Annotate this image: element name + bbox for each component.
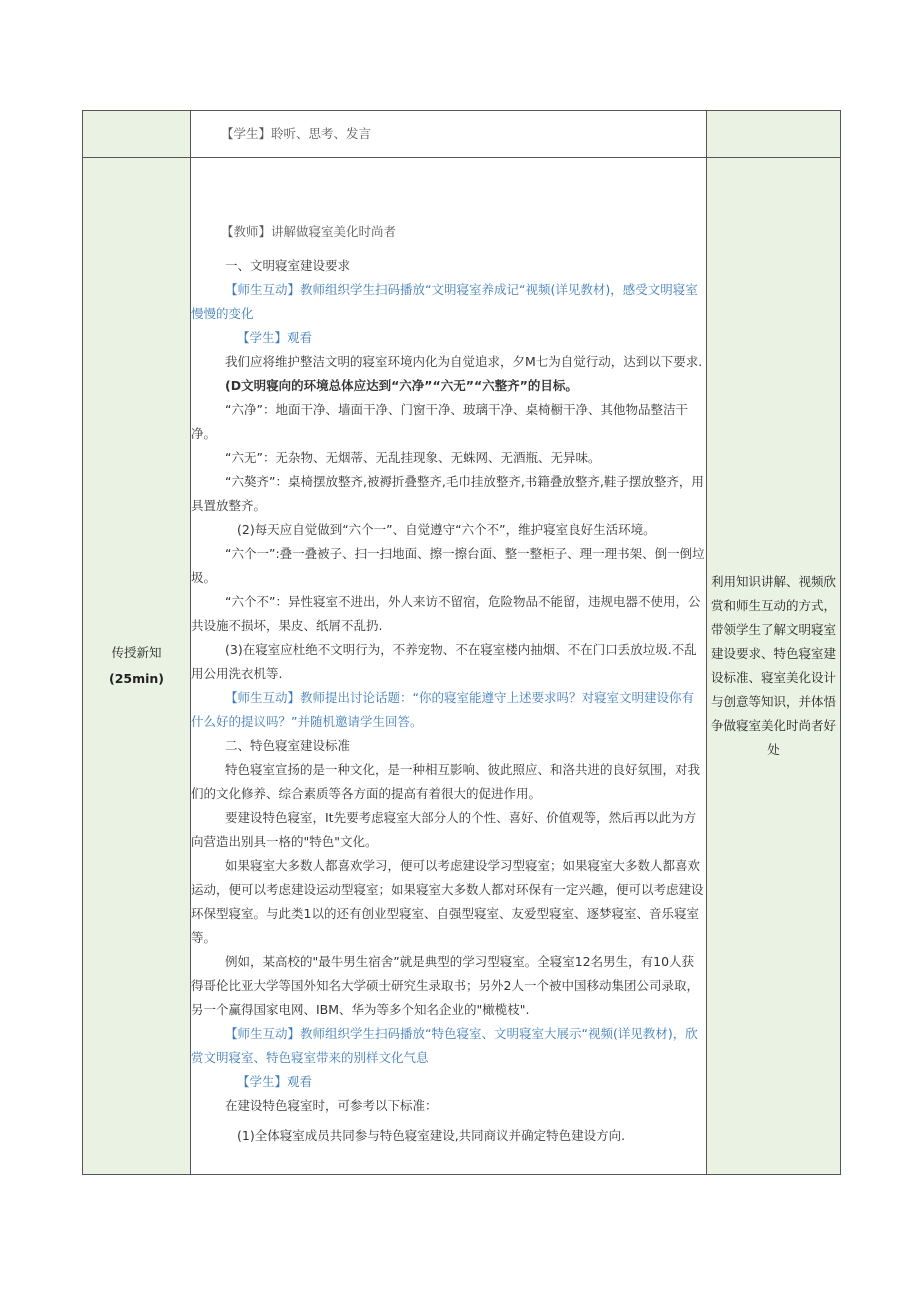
lesson-content [191, 158, 706, 1148]
paragraph: “六獒齐”：桌椅摆放整齐,被褥折叠整齐,毛巾挂放整齐,书籍叠放整齐,鞋子摆放整齐，用具置放整齐。 [191, 474, 704, 513]
list-item: (1)全体寝室成员共同参与特色寝室建设,共同商议并确定特色建设方向. [237, 1128, 626, 1143]
purpose-cell-empty [707, 111, 841, 158]
purpose-cell [707, 158, 841, 1175]
paragraph: 要建设特色寝室，It先要考虑寝室大部分人的个性、喜好、价值观等，然后再以此为方向营造出别具一格的"特色"文化。 [191, 810, 697, 849]
student-watch: 【学生】观看 [237, 1074, 313, 1089]
paragraph: 在建设特色寝室时，可参考以下标准： [225, 1098, 438, 1113]
paragraph: “六净”：地面干净、墙面干净、门窗干净、玻璃干净、桌椅橱干净、其他物品整洁干净。 [191, 402, 688, 441]
paragraph: “六个不”：异性寝室不进出，外人来访不留宿，危险物品不能留，违规电器不使用，公共设施不损坏，果皮、纸屑不乱扔. [191, 594, 701, 633]
paragraph: “六个一”:叠一叠被子、扫一扫地面、擦一擦台面、整一整柜子、理一理书架、倒一倒垃圾。 [191, 546, 705, 585]
stage-duration: (25min) [108, 671, 165, 686]
paragraph: “六无”：无杂物、无烟蒂、无乱挂现象、无蛛网、无酒瓶、无异味。 [225, 450, 601, 465]
list-item: (D文明寝向的环境总体应达到“六净”“六无”“六整齐”的目标。 [225, 378, 578, 393]
section-title: 二、特色寝室建设标准 [225, 738, 351, 753]
student-activity-text: 【学生】聆听、思考、发言 [221, 126, 372, 141]
section-title: 一、文明寝室建设要求 [225, 258, 351, 273]
paragraph: 我们应将维护整洁文明的寝室环境内化为自觉追求，夕M七为自觉行动，达到以下要求. [225, 354, 703, 369]
paragraph: 如果寝室大多数人都喜欢学习，便可以考虑建设学习型寝室；如果寝室大多数人都喜欢运动，便可以考虑建设运动型寝室；如果寝室大多数人都对环保有一定兴趣，便可以考虑建设环保型寝室。与此类1以的还有创业型寝室、自强型寝室、友爱型寝室、逐梦寝室、音乐寝室等。 [191, 858, 704, 945]
list-item: (2)每天应自觉做到“六个一”、自觉遵守“六个不”，维护寝室良好生活环境。 [237, 522, 656, 537]
paragraph: 特色寝室宣扬的是一种文化，是一种相互影响、彼此照应、和洛共进的良好氛围，对我们的文化修养、综合素质等各方面的提高有着很大的促进作用。 [191, 762, 701, 801]
interaction-text: 【师生互动】教师组织学生扫码播放“特色寝室、文明寝室大展示“视频(详见教材)，欣赏文明寝室、特色寝室带来的别样文化气息 [191, 1026, 698, 1065]
stage-cell [83, 158, 191, 1175]
lesson-plan-table [82, 110, 841, 1175]
list-item: (3)在寝室应杜绝不文明行为，不养宠物、不在寝室楼内抽烟、不在门口丢放垃圾.不乱用公用洗衣机等. [191, 642, 697, 681]
content-cell [191, 111, 707, 158]
paragraph: 例如，某高校的"最牛男生宿舍”就是典型的学习型寝室。全寝室12名男生，有10人获得哥伦比亚大学等国外知名大学硕士研究生录取书；另外2人一个被中国移动集团公司录取，另一个赢得国家电网、IBM、华为等多个知名企业的"橄榄枝". [191, 954, 699, 1017]
stage-name: 传授新知 [111, 645, 162, 660]
interaction-text: 【师生互动】教师提出讨论话题：“你的寝室能遵守上述要求吗？对寝室文明建设你有什么好的提议吗？”并随机邀请学生回答。 [191, 690, 694, 729]
design-purpose-text: 利用知识讲解、视频欣赏和师生互动的方式，带领学生了解文明寝室建设要求、特色寝室建设标准、寝室美化设计与创意等知识，并体悟争做寝室美化时尚者好处 [710, 574, 836, 757]
student-watch: 【学生】观看 [237, 330, 313, 345]
table-row [83, 111, 841, 158]
interaction-text: 【师生互动】教师组织学生扫码播放“文明寝室养成记“视频(详见教材)，感受文明寝室慢慢的变化 [191, 282, 698, 321]
content-cell [191, 158, 707, 1175]
stage-cell-empty [83, 111, 191, 158]
teacher-intro: 【教师】讲解做寝室美化时尚者 [221, 224, 397, 239]
table-row [83, 158, 841, 1175]
